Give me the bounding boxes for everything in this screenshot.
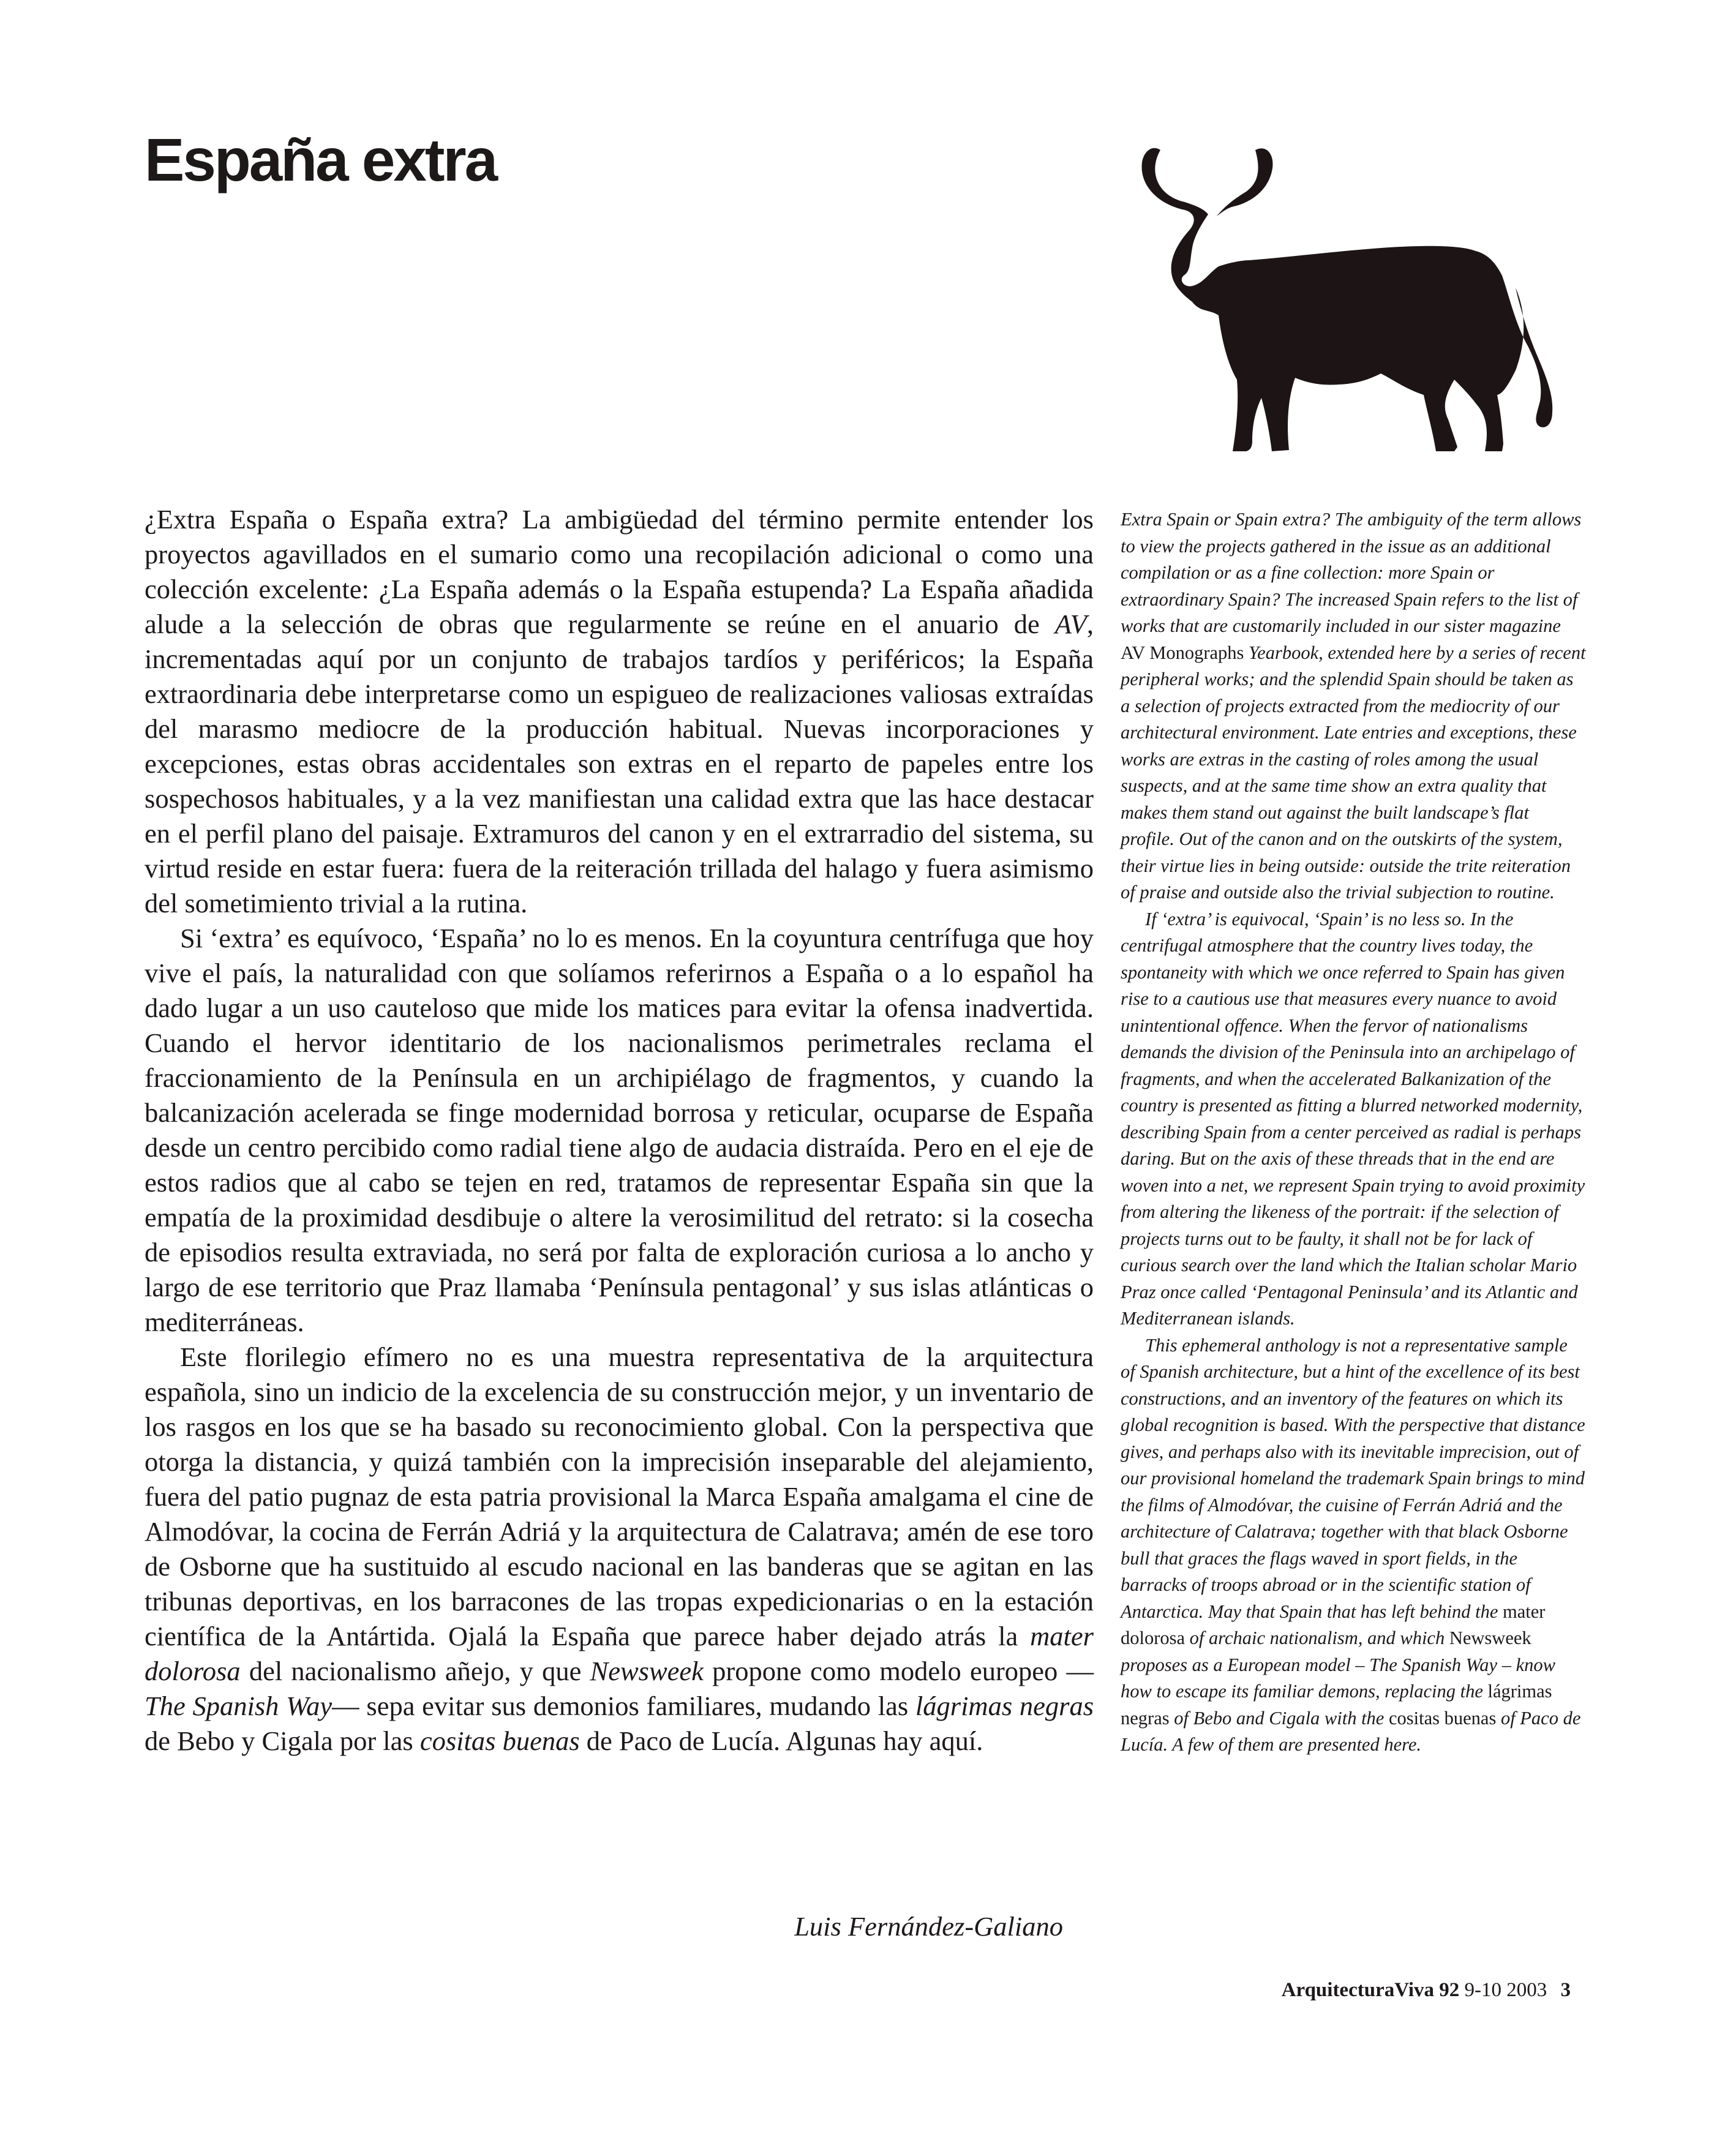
text-run: de Bebo y Cigala por las — [145, 1726, 420, 1756]
upright-text-run: Newsweek — [1449, 1628, 1531, 1648]
text-run: Si ‘extra’ es equívoco, ‘España’ no lo es menos. En la coyuntura centrífuga que hoy vive el país, la naturalidad con que solíamos referirnos a España o a lo español ha dado lugar a un uso cauteloso que mide los matices para evitar la ofensa inadvertida. Cuando el hervor identitario de los nacionalismos perimetrales reclama el fraccionamiento de la Península en un archipiélago de fragmentos, y cuando la balcanización acelerada se finge modernidad borrosa y reticular, ocuparse de España desde un centro percibido como radial tiene algo de audacia distraída. Pero en el eje de estos radios que al cabo se tejen en red, tratamos de representar España sin que la empatía de la proximidad desdibuje o altere la verosimilitud del retrato: si la cosecha de episodios resulta extraviada, no será por falta de exploración curiosa a lo ancho y largo de ese territorio que Praz llamaba ‘Península pentagonal’ y sus islas atlánticas o mediterráneas. — [145, 923, 1094, 1337]
upright-text-run: lágrimas negras — [1121, 1681, 1552, 1729]
spanish-paragraph-2 — [145, 921, 1094, 1340]
english-translation-text — [1121, 506, 1586, 1759]
text-run: This ephemeral anthology is not a representative sample of Spanish architecture, but a hint of the excellence of its best constructions, and an inventory of the features on which its global recognition is based. With the perspective that distance gives, and perhaps also with its inevitable imprecision, out of our provisional homeland the trademark Spain brings to mind the films of Almodóvar, the cuisine of Ferrán Adriá and the architecture of Calatrava; together with that black Osborne bull that graces the flags waved in sport fields, in the barracks of troops abroad or in the scientific station of Antarctica. May that Spain that has left behind the — [1121, 1334, 1585, 1622]
italic-text-run: lágrimas negras — [915, 1691, 1094, 1721]
italic-text-run: AV — [1054, 609, 1087, 639]
text-run: of Paco de Lucía. A few of them are presented here. — [1121, 1707, 1581, 1755]
spanish-paragraph-3 — [145, 1340, 1094, 1759]
text-run: proposes as a European model – The Spanish Way – know how to escape its familiar demons, replacing the — [1121, 1654, 1555, 1702]
page-number: 3 — [1560, 1979, 1571, 2001]
text-run: of Bebo and Cigala with the — [1169, 1707, 1389, 1729]
text-run: , incrementadas aquí por un conjunto de trabajos tardíos y periféricos; la España extraordinaria debe interpretarse como un espigueo de realizaciones valiosas extraídas del marasmo mediocre de la producción habitual. Nuevas incorporaciones y excepciones, estas obras accidentales son extras en el reparto de papeles entre los sospechosos habituales, y a la vez manifiestan una calidad extra que las hace destacar en el perfil plano del paisaje. Extramuros del canon y en el extrarradio del sistema, su virtud reside en estar fuera: fuera de la reiteración trillada del halago y fuera asimismo del sometimiento trivial a la rutina. — [145, 609, 1094, 918]
text-run: of archaic nationalism, and which — [1185, 1628, 1449, 1648]
author-signature: Luis Fernández-Galiano — [794, 1911, 1063, 1942]
text-run: Este florilegio efímero no es una muestra representativa de la arquitectura española, sino un indicio de la excelencia de su construcción mejor, y un inventario de los rasgos en los que se ha basado su reconocimiento global. Con la perspectiva que otorga la distancia, y quizá también con la imprecisión inseparable del alejamiento, fuera del patio pugnaz de esta patria provisional la Marca España amalgama el cine de Almodóvar, la cocina de Ferrán Adriá y la arquitectura de Calatrava; amén de ese toro de Osborne que ha sustituido al escudo nacional en las banderas que se agitan en las tribunas deportivas, en los barracones de las tropas expedicionarias o en la estación científica de la Antártida. Ojalá la España que parece haber dejado atrás la — [145, 1342, 1094, 1651]
italic-text-run: Newsweek — [590, 1656, 704, 1686]
text-run: del nacionalismo añejo, y que — [240, 1656, 590, 1686]
text-run: Extra Spain or Spain extra? The ambiguity of the term allows to view the projects gathered in the issue as an additional compilation or as a fine collection: more Spain or extraordinary Spain? The increased Spain refers to the list of works that are customarily included in our sister magazine — [1121, 509, 1582, 636]
page-footer — [1282, 1979, 1571, 2002]
osborne-bull-icon — [1136, 138, 1592, 456]
italic-text-run: The Spanish Way — [145, 1691, 333, 1721]
page-title: España extra — [145, 126, 497, 193]
spanish-article-text — [145, 502, 1094, 1759]
italic-text-run: cositas buenas — [419, 1726, 580, 1756]
text-run: If ‘extra’ is equivocal, ‘Spain’ is no less so. In the centrifugal atmosphere that the country lives today, the spontaneity with which we once referred to Spain has given rise to a cautious use that measures every nuance to avoid unintentional offence. When the fervor of nationalisms demands the division of the Peninsula into an archipelago of fragments, and when the accelerated Balkanization of the country is presented as fitting a blurred networked modernity, describing Spain from a center perceived as radial is perhaps daring. But on the axis of these threads that in the end are woven into a net, we represent Spain trying to avoid proximity from altering the likeness of the portrait: if the selection of projects turns out to be faulty, it shall not be for lack of curious search over the land which the Italian scholar Mario Praz once called ‘Pentagonal Peninsula’ and its Atlantic and Mediterranean islands. — [1121, 908, 1585, 1329]
text-run: ¿Extra España o España extra? La ambigüedad del término permite entender los proyectos agavillados en el sumario como una recopilación adicional o como una colección excelente: ¿La España además o la España estupenda? La España añadida alude a la selección de obras que regularmente se reúne en el anuario de — [145, 504, 1094, 639]
issue-date: 9-10 2003 — [1464, 1979, 1547, 2001]
text-run: de Paco de Lucía. Algunas hay aquí. — [579, 1726, 983, 1756]
italic-text-run: mater dolorosa — [145, 1621, 1094, 1686]
upright-text-run: cositas buenas — [1388, 1707, 1497, 1729]
english-paragraph-2 — [1121, 906, 1586, 1332]
english-paragraph-3 — [1121, 1332, 1586, 1759]
english-paragraph-1 — [1121, 506, 1586, 906]
spanish-paragraph-1 — [145, 502, 1094, 921]
upright-text-run: mater dolorosa — [1121, 1601, 1546, 1648]
upright-text-run: AV Monographs — [1121, 642, 1244, 663]
text-run: — sepa evitar sus demonios familiares, mudando las — [332, 1691, 915, 1721]
text-run: Yearbook, extended here by a series of recent peripheral works; and the splendid Spain should be taken as a selection of projects extracted from the mediocrity of our architectural environment. Late entries and exceptions, these works are extras in the casting of roles among the usual suspects, and at the same time show an extra quality that makes them stand out against the built landscape’s flat profile. Out of the canon and on the outskirts of the system, their virtue lies in being outside: outside the trite reiteration of praise and outside also the trivial subjection to routine. — [1121, 642, 1586, 903]
text-run: propone como modelo europeo — — [703, 1656, 1094, 1686]
magazine-name: ArquitecturaViva 92 — [1281, 1979, 1460, 2001]
